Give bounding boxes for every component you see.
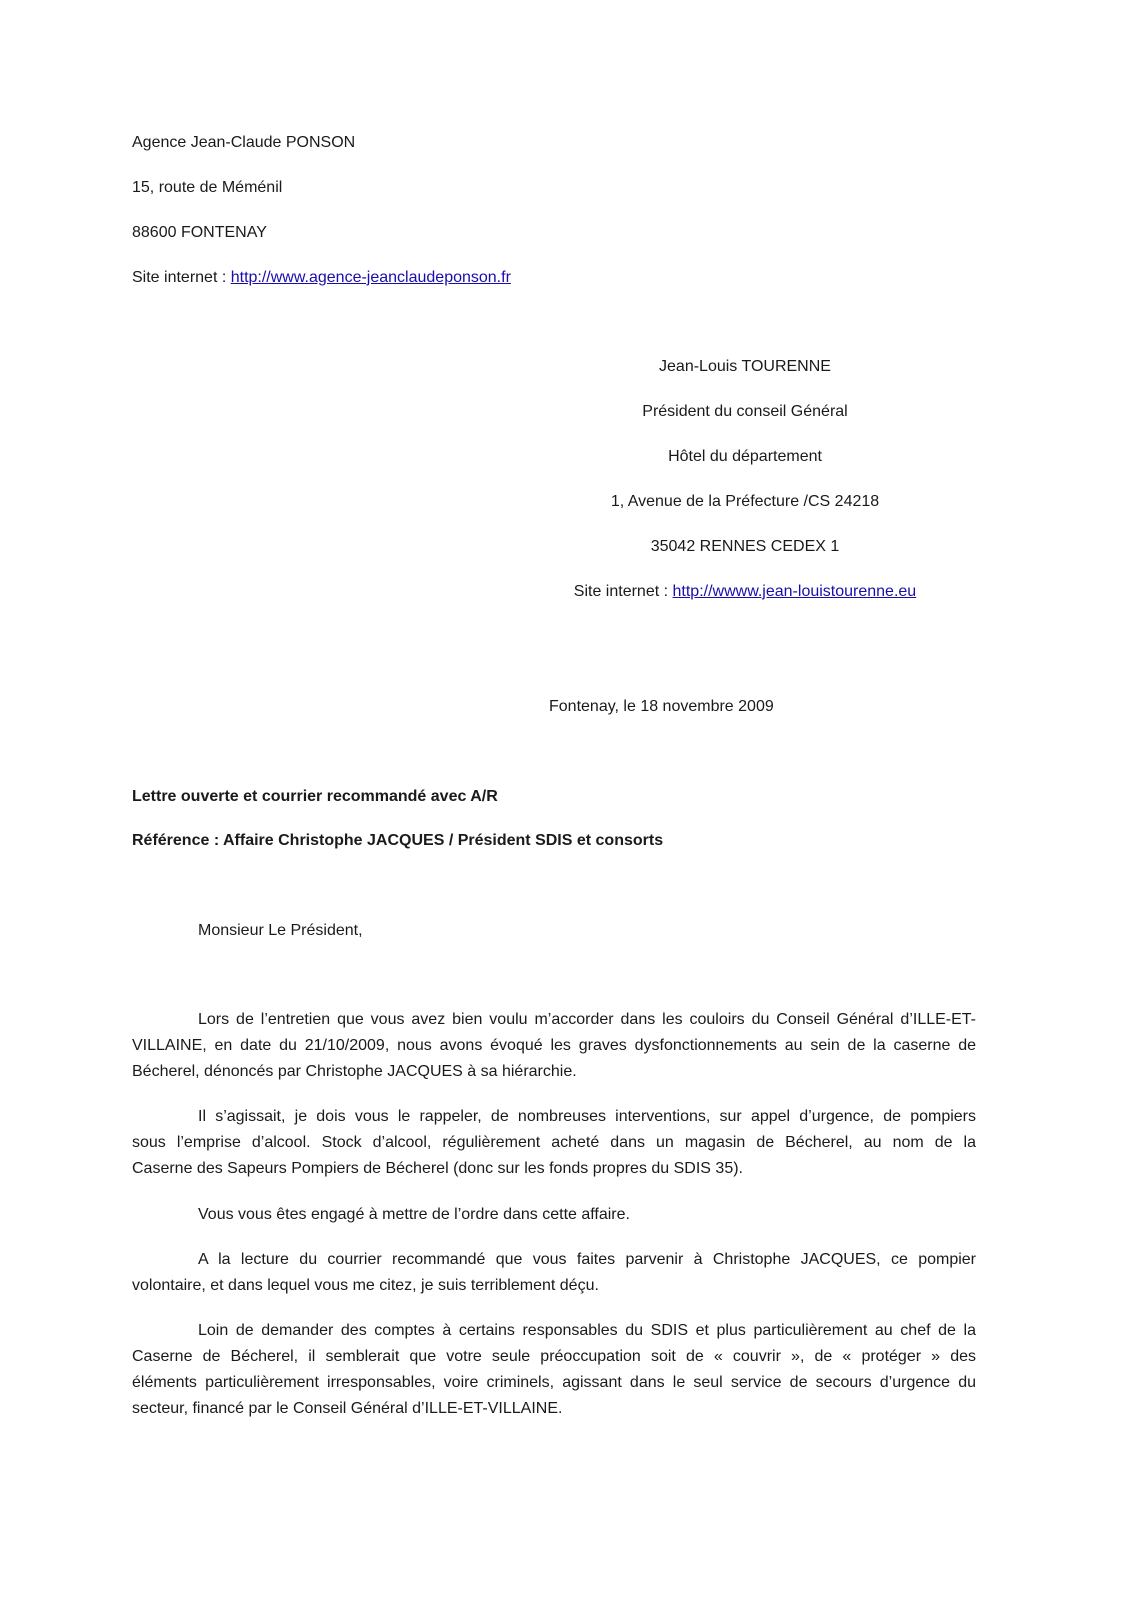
sender-website-link[interactable]: http://www.agence-jeanclaudeponson.fr (230, 269, 511, 286)
subject-line-1: Lettre ouverte et courrier recommandé avec A/R (132, 788, 498, 805)
paragraph-line: secteur, financé par le Conseil Général d’ILLE-ET-VILLAINE. (132, 1400, 563, 1417)
paragraph-line: Lors de l’entretien que vous avez bien voulu m’accorder dans les couloirs du Conseil Général d’ILLE-ET- (198, 1011, 976, 1028)
paragraph-line: éléments particulièrement irresponsables, voire criminels, agissant dans le seul service de secours d’urgence du (132, 1374, 976, 1391)
body-paragraph-2 (132, 1104, 976, 1182)
paragraph-line: Vous vous êtes engagé à mettre de l’ordre dans cette affaire. (198, 1206, 630, 1223)
subject-reference: Référence : Affaire Christophe JACQUES / Président SDIS et consorts (132, 832, 664, 849)
recipient-address: 1, Avenue de la Préfecture /CS 24218 (610, 493, 880, 510)
recipient-title: Président du conseil Général (642, 403, 848, 420)
recipient-website-line (545, 582, 945, 602)
body-paragraph-1 (132, 1007, 976, 1085)
body-paragraph-3 (132, 1202, 976, 1228)
recipient-building: Hôtel du département (668, 448, 822, 465)
salutation: Monsieur Le Président, (198, 922, 363, 939)
body-paragraph-5 (132, 1318, 976, 1422)
paragraph-line: sous l’emprise d’alcool. Stock d’alcool, régulièrement acheté dans un magasin de Bécherel, au nom de la (132, 1134, 976, 1151)
sender-website-label: Site internet : (132, 269, 231, 286)
sender-website-line (132, 268, 511, 288)
paragraph-line: A la lecture du courrier recommandé que vous faites parvenir à Christophe JACQUES, ce pompier (198, 1251, 976, 1268)
sender-name: Agence Jean-Claude PONSON (132, 134, 356, 151)
sender-city: 88600 FONTENAY (132, 224, 267, 241)
paragraph-line: Loin de demander des comptes à certains responsables du SDIS et plus particulièrement au chef de la (198, 1322, 976, 1339)
body-paragraph-4 (132, 1247, 976, 1299)
paragraph-line: Bécherel, dénoncés par Christophe JACQUES à sa hiérarchie. (132, 1063, 577, 1080)
recipient-city: 35042 RENNES CEDEX 1 (650, 538, 840, 555)
recipient-website-label: Site internet : (573, 583, 673, 600)
date-line: Fontenay, le 18 novembre 2009 (549, 698, 774, 715)
recipient-website-link[interactable]: http://wwww.jean-louistourenne.eu (672, 583, 917, 600)
paragraph-line: VILLAINE, en date du 21/10/2009, nous avons évoqué les graves dysfonctionnements au sein de la caserne de (132, 1037, 976, 1054)
paragraph-line: Caserne des Sapeurs Pompiers de Bécherel (donc sur les fonds propres du SDIS 35). (132, 1160, 743, 1177)
sender-address: 15, route de Méménil (132, 179, 283, 196)
paragraph-line: Il s’agissait, je dois vous le rappeler, de nombreuses interventions, sur appel d’urgence, de pompiers (198, 1108, 976, 1125)
recipient-name: Jean-Louis TOURENNE (659, 358, 831, 375)
paragraph-line: Caserne de Bécherel, il semblerait que votre seule préoccupation soit de « couvrir », de « protéger » des (132, 1348, 976, 1365)
paragraph-line: volontaire, et dans lequel vous me citez, je suis terriblement déçu. (132, 1277, 599, 1294)
